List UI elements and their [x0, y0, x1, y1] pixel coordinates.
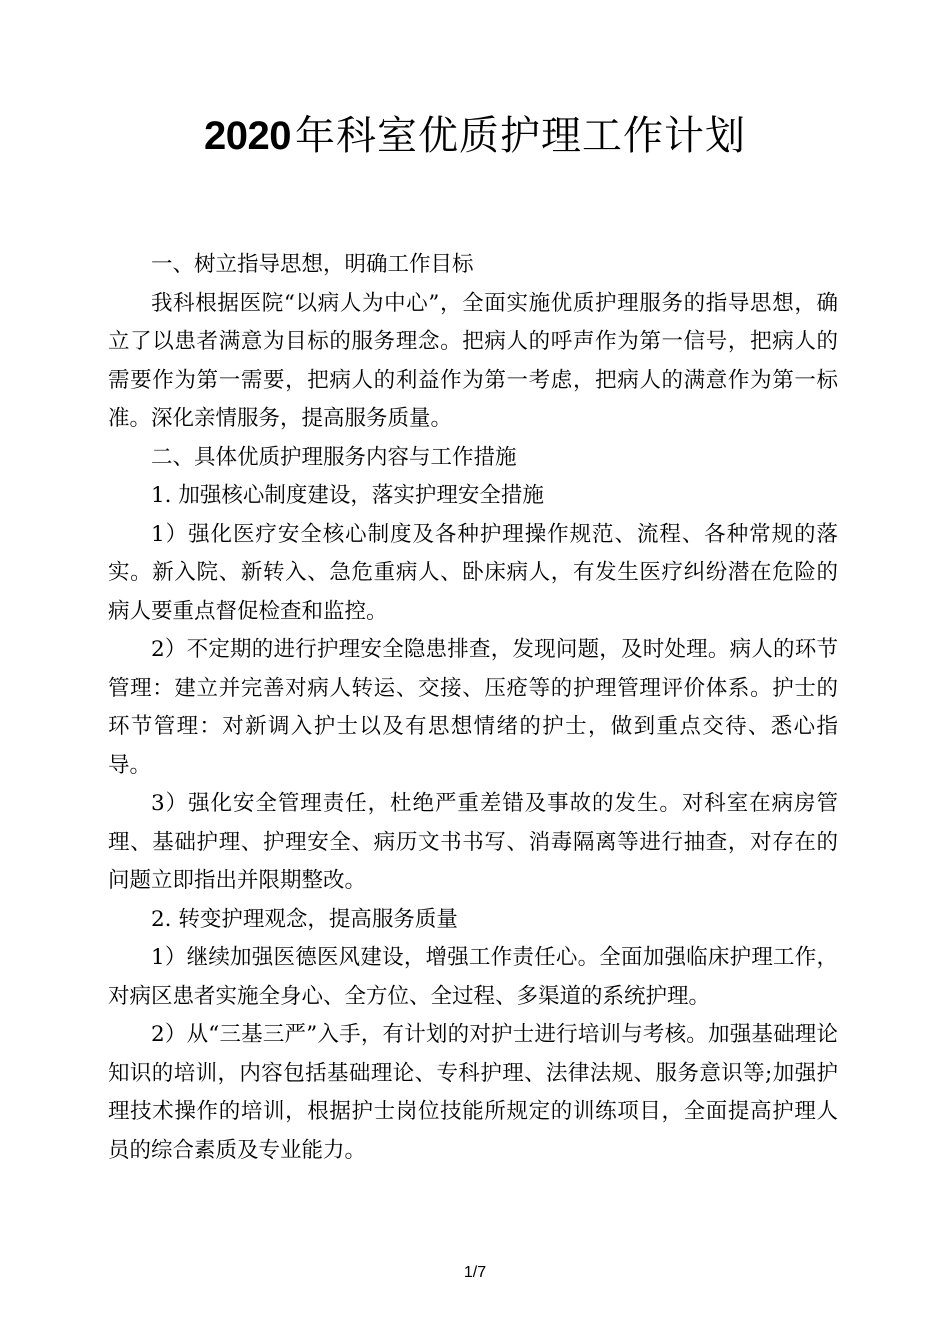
title-year: 2020: [204, 114, 291, 158]
paragraph-item-1-3: 3）强化安全管理责任，杜绝严重差错及事故的发生。对科室在病房管理、基础护理、护理安全、病历文书书写、消毒隔离等进行抽查，对存在的问题立即指出并限期整改。: [108, 791, 838, 893]
paragraph-item-1-1: 1）强化医疗安全核心制度及各种护理操作规范、流程、各种常规的落实。新入院、新转入、急危重病人、卧床病人，有发生医疗纠纷潜在危险的病人要重点督促检查和监控。: [108, 521, 838, 624]
paragraph-guiding-idea: 我科根据医院“以病人为中心”，全面实施优质护理服务的指导思想，确立了以患者满意为目标的服务理念。把病人的呼声作为第一信号，把病人的需要作为第一需要，把病人的利益作为第一考虑，把病人的满意作为第一标准。深化亲情服务，提高服务质量。: [108, 290, 838, 431]
paragraph-item-2-1: 1）继续加强医德医风建设，增强工作责任心。全面加强临床护理工作，对病区患者实施全身心、全方位、全过程、多渠道的系统护理。: [108, 945, 838, 1009]
document-body: [108, 246, 838, 1170]
subheading-1: 1. 加强核心制度建设，落实护理安全措施: [151, 483, 544, 508]
paragraph-item-2-2: 2）从“三基三严”入手，有计划的对护士进行培训与考核。加强基础理论知识的培训，内容包括基础理论、专科护理、法律法规、服务意识等;加强护理技术操作的培训，根据护士岗位技能所规定的训练项目，全面提高护理人员的综合素质及专业能力。: [108, 1022, 838, 1163]
section-heading-1: 一、树立指导思想，明确工作目标: [151, 252, 474, 277]
document-title: [0, 104, 950, 161]
subheading-2: 2. 转变护理观念，提高服务质量: [151, 906, 458, 932]
section-heading-2: 二、具体优质护理服务内容与工作措施: [151, 444, 517, 470]
paragraph-item-1-2: 2）不定期的进行护理安全隐患排查，发现问题，及时处理。病人的环节管理：建立并完善对病人转运、交接、压疮等的护理管理评价体系。护士的环节管理：对新调入护士以及有思想情绪的护士，做到重点交待、悉心指导。: [108, 637, 838, 778]
page-number: 1/7: [463, 1264, 487, 1281]
title-text: 年科室优质护理工作计划: [294, 113, 746, 159]
